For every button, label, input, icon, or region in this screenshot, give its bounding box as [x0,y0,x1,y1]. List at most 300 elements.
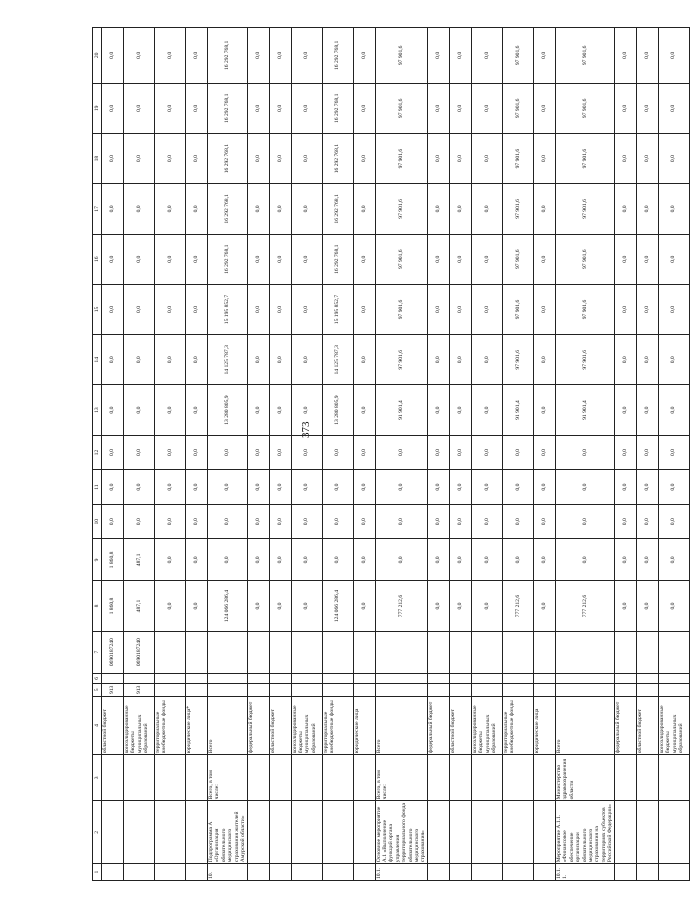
amount-cell: 0,0 [247,581,269,631]
section-code-cell [471,673,502,683]
amount-cell: 0,0 [186,133,208,183]
program-name-cell [636,801,658,864]
funding-source-cell: территориальные внебюджетные фонды [155,696,186,755]
amount-cell: 0,0 [636,504,658,539]
program-name-cell [322,801,353,864]
header-col-2: 2 [93,801,102,864]
amount-cell: 0,0 [322,539,353,581]
amount-cell: 777 212,6 [555,581,614,631]
budget-table [92,27,690,881]
header-col-3: 3 [93,755,102,801]
program-name-cell [247,801,269,864]
target-code-cell [658,631,689,673]
amount-cell: 0,0 [186,470,208,505]
row-number-cell [353,864,375,881]
amount-cell: 91 901,4 [502,385,533,435]
amount-cell: 0,0 [658,435,689,470]
amount-cell: 0,0 [155,133,186,183]
amount-cell: 0,0 [124,83,155,133]
amount-cell: 0,0 [155,435,186,470]
funding-source-cell: юридические лица [353,696,375,755]
funding-source-cell: консолидированные бюджеты муниципальных образований [658,696,689,755]
program-name-cell: Основное мероприятие А.1 «Выполнение функций органа управления территориального фонда обязательного медицинского страхования» [375,801,427,864]
executor-cell [533,755,555,801]
table-row [291,28,322,881]
amount-cell: 0,0 [124,470,155,505]
amount-cell: 0,0 [247,284,269,334]
amount-cell: 97 901,6 [555,28,614,84]
amount-cell: 0,0 [155,581,186,631]
amount-cell: 0,0 [375,504,427,539]
amount-cell: 0,0 [658,284,689,334]
amount-cell: 0,0 [247,234,269,284]
row-number-cell [427,864,449,881]
amount-cell: 0,0 [449,234,471,284]
amount-cell: 0,0 [449,133,471,183]
funding-source-cell: Всего [375,696,427,755]
target-code-cell: 0690187240 [102,631,124,673]
amount-cell: 0,0 [155,184,186,234]
section-code-cell [269,673,291,683]
grbs-code-cell [427,684,449,697]
amount-cell: 97 901,6 [375,284,427,334]
grbs-code-cell [269,684,291,697]
executor-cell [658,755,689,801]
section-code-cell [353,673,375,683]
amount-cell: 0,0 [449,28,471,84]
amount-cell: 0,0 [155,284,186,334]
amount-cell: 0,0 [269,581,291,631]
amount-cell: 0,0 [269,284,291,334]
amount-cell: 0,0 [636,435,658,470]
amount-cell: 0,0 [555,504,614,539]
amount-cell: 0,0 [449,284,471,334]
amount-cell: 0,0 [614,539,636,581]
amount-cell: 0,0 [186,184,208,234]
program-name-cell [449,801,471,864]
amount-cell: 0,0 [353,133,375,183]
grbs-code-cell: 913 [124,684,155,697]
section-code-cell [375,673,427,683]
amount-cell: 0,0 [636,470,658,505]
program-name-cell [427,801,449,864]
section-code-cell [155,673,186,683]
amount-cell: 0,0 [614,435,636,470]
amount-cell: 0,0 [353,184,375,234]
amount-cell: 97 901,6 [555,133,614,183]
section-code-cell [322,673,353,683]
amount-cell: 0,0 [614,385,636,435]
amount-cell: 0,0 [502,539,533,581]
amount-cell: 0,0 [124,385,155,435]
executor-cell: Министерство здравоохранения области [555,755,614,801]
amount-cell: 0,0 [502,504,533,539]
section-code-cell [427,673,449,683]
amount-cell: 0,0 [658,234,689,284]
amount-cell: 487,1 [124,539,155,581]
amount-cell: 0,0 [449,581,471,631]
target-code-cell [291,631,322,673]
funding-source-cell: федеральный бюджет [247,696,269,755]
program-name-cell [502,801,533,864]
amount-cell: 0,0 [614,184,636,234]
amount-cell: 0,0 [375,435,427,470]
amount-cell: 16 292 768,1 [208,133,248,183]
amount-cell: 0,0 [533,435,555,470]
executor-cell [186,755,208,801]
amount-cell: 0,0 [291,28,322,84]
amount-cell: 0,0 [124,28,155,84]
row-number-cell [471,864,502,881]
amount-cell: 0,0 [427,184,449,234]
amount-cell: 0,0 [427,28,449,84]
amount-cell: 97 901,6 [375,184,427,234]
funding-source-cell: территориальные внебюджетные фонды [502,696,533,755]
header-col-11: 11 [93,470,102,505]
amount-cell: 0,0 [533,83,555,133]
amount-cell: 0,0 [322,435,353,470]
amount-cell: 97 901,6 [375,28,427,84]
amount-cell: 0,0 [186,83,208,133]
target-code-cell [186,631,208,673]
amount-cell: 0,0 [247,133,269,183]
amount-cell: 0,0 [449,385,471,435]
executor-cell [322,755,353,801]
amount-cell: 0,0 [614,133,636,183]
amount-cell: 97 901,6 [502,234,533,284]
executor-cell [291,755,322,801]
amount-cell: 0,0 [658,581,689,631]
table-row [471,28,502,881]
amount-cell: 124 066 286,4 [322,581,353,631]
amount-cell: 0,0 [124,435,155,470]
amount-cell: 16 292 768,1 [208,83,248,133]
amount-cell: 0,0 [658,133,689,183]
amount-cell: 0,0 [427,470,449,505]
amount-cell: 97 901,6 [502,83,533,133]
target-code-cell [502,631,533,673]
funding-source-cell: консолидированные бюджеты муниципальных образований [291,696,322,755]
amount-cell: 0,0 [502,470,533,505]
amount-cell: 0,0 [155,539,186,581]
amount-cell: 0,0 [353,539,375,581]
target-code-cell [533,631,555,673]
amount-cell: 0,0 [427,284,449,334]
funding-source-cell: областной бюджет [449,696,471,755]
amount-cell: 0,0 [533,133,555,183]
amount-cell: 0,0 [269,184,291,234]
header-col-19: 19 [93,83,102,133]
grbs-code-cell [247,684,269,697]
amount-cell: 0,0 [186,335,208,385]
section-code-cell [186,673,208,683]
amount-cell: 0,0 [471,335,502,385]
amount-cell: 0,0 [658,539,689,581]
amount-cell: 1 860,8 [102,581,124,631]
amount-cell: 13 280 805,9 [208,385,248,435]
table-row [322,28,353,881]
amount-cell: 0,0 [269,470,291,505]
section-code-cell [636,673,658,683]
amount-cell: 0,0 [291,234,322,284]
header-col-20: 20 [93,28,102,84]
amount-cell: 0,0 [102,83,124,133]
amount-cell: 0,0 [449,335,471,385]
amount-cell: 16 292 768,1 [322,133,353,183]
section-code-cell [291,673,322,683]
executor-cell [502,755,533,801]
amount-cell: 15 195 852,7 [208,284,248,334]
target-code-cell: 0690187240 [124,631,155,673]
funding-source-cell: федеральный бюджет [614,696,636,755]
target-code-cell [614,631,636,673]
amount-cell: 0,0 [636,133,658,183]
program-name-cell: Мероприятие А.1.1. «Финансовое обеспечение организации обязательного медицинского страхования на территориях субъектов Российской Федерации» [555,801,614,864]
amount-cell: 0,0 [471,83,502,133]
executor-cell [614,755,636,801]
row-number-cell [186,864,208,881]
amount-cell: 0,0 [155,234,186,284]
header-col-1: 1 [93,864,102,881]
amount-cell: 0,0 [353,284,375,334]
amount-cell: 0,0 [291,184,322,234]
amount-cell: 0,0 [353,470,375,505]
amount-cell: 0,0 [102,504,124,539]
row-number-cell [155,864,186,881]
grbs-code-cell [471,684,502,697]
row-number-cell: 10.1. [375,864,427,881]
amount-cell: 0,0 [614,284,636,334]
grbs-code-cell [658,684,689,697]
amount-cell: 16 292 768,1 [322,184,353,234]
amount-cell: 97 901,6 [375,335,427,385]
target-code-cell [471,631,502,673]
amount-cell: 0,0 [269,335,291,385]
program-name-cell [186,801,208,864]
amount-cell: 0,0 [208,539,248,581]
amount-cell: 0,0 [614,581,636,631]
amount-cell: 0,0 [533,184,555,234]
amount-cell: 0,0 [155,28,186,84]
amount-cell: 0,0 [658,83,689,133]
header-col-16: 16 [93,234,102,284]
amount-cell: 0,0 [353,581,375,631]
amount-cell: 0,0 [102,28,124,84]
amount-cell: 97 901,6 [502,284,533,334]
amount-cell: 0,0 [533,28,555,84]
executor-cell [471,755,502,801]
amount-cell: 0,0 [102,435,124,470]
executor-cell: Всего, в том числе: [375,755,427,801]
executor-cell [449,755,471,801]
header-col-14: 14 [93,335,102,385]
executor-cell [353,755,375,801]
amount-cell: 0,0 [614,83,636,133]
table-row [555,28,614,881]
amount-cell: 0,0 [427,435,449,470]
header-col-10: 10 [93,504,102,539]
executor-cell [247,755,269,801]
amount-cell: 0,0 [353,83,375,133]
amount-cell: 0,0 [614,504,636,539]
table-row [247,28,269,881]
amount-cell: 0,0 [186,234,208,284]
target-code-cell [353,631,375,673]
table-row [502,28,533,881]
amount-cell: 0,0 [269,504,291,539]
table-row [124,28,155,881]
column-number-header [93,28,102,881]
amount-cell: 0,0 [471,234,502,284]
amount-cell: 16 292 768,1 [208,28,248,84]
amount-cell: 0,0 [102,335,124,385]
amount-cell: 16 292 768,1 [322,234,353,284]
amount-cell: 0,0 [124,284,155,334]
grbs-code-cell [636,684,658,697]
amount-cell: 487,1 [124,581,155,631]
amount-cell: 0,0 [124,184,155,234]
amount-cell: 0,0 [614,470,636,505]
header-col-12: 12 [93,435,102,470]
amount-cell: 0,0 [291,539,322,581]
grbs-code-cell [291,684,322,697]
amount-cell: 0,0 [155,335,186,385]
amount-cell: 16 292 768,1 [208,234,248,284]
amount-cell: 0,0 [155,385,186,435]
header-col-17: 17 [93,184,102,234]
amount-cell: 0,0 [291,435,322,470]
amount-cell: 0,0 [427,385,449,435]
amount-cell: 97 901,6 [502,133,533,183]
header-col-18: 18 [93,133,102,183]
row-number-cell [614,864,636,881]
amount-cell: 0,0 [124,234,155,284]
amount-cell: 0,0 [247,470,269,505]
amount-cell: 14 125 787,3 [322,335,353,385]
section-code-cell [124,673,155,683]
row-number-cell [658,864,689,881]
amount-cell: 0,0 [247,504,269,539]
program-name-cell [353,801,375,864]
amount-cell: 0,0 [186,539,208,581]
amount-cell: 97 901,6 [375,83,427,133]
amount-cell: 0,0 [658,470,689,505]
grbs-code-cell [322,684,353,697]
amount-cell: 0,0 [502,435,533,470]
table-row [533,28,555,881]
grbs-code-cell [186,684,208,697]
amount-cell: 1 860,8 [102,539,124,581]
amount-cell: 97 901,6 [502,28,533,84]
amount-cell: 97 901,6 [555,184,614,234]
amount-cell: 0,0 [636,385,658,435]
amount-cell: 0,0 [186,28,208,84]
amount-cell: 0,0 [322,470,353,505]
executor-cell [102,755,124,801]
amount-cell: 777 212,6 [375,581,427,631]
target-code-cell [427,631,449,673]
amount-cell: 15 195 852,7 [322,284,353,334]
amount-cell: 0,0 [636,581,658,631]
header-col-6: 6 [93,673,102,683]
row-number-cell [449,864,471,881]
executor-cell [124,755,155,801]
amount-cell: 0,0 [353,234,375,284]
grbs-code-cell [208,684,248,697]
amount-cell: 0,0 [449,470,471,505]
amount-cell: 0,0 [124,504,155,539]
program-name-cell: Подпрограмма А «Организация обязательного медицинского страхования жителей Амурской области» [208,801,248,864]
amount-cell: 0,0 [471,504,502,539]
amount-cell: 0,0 [269,385,291,435]
header-col-7: 7 [93,631,102,673]
amount-cell: 0,0 [471,470,502,505]
table-row [375,28,427,881]
amount-cell: 0,0 [269,83,291,133]
amount-cell: 0,0 [636,335,658,385]
section-code-cell [102,673,124,683]
program-name-cell [658,801,689,864]
amount-cell: 0,0 [533,539,555,581]
amount-cell: 0,0 [247,28,269,84]
amount-cell: 0,0 [449,539,471,581]
amount-cell: 97 901,6 [375,234,427,284]
row-number-cell [247,864,269,881]
amount-cell: 0,0 [375,539,427,581]
target-code-cell [636,631,658,673]
target-code-cell [155,631,186,673]
grbs-code-cell [502,684,533,697]
amount-cell: 97 901,6 [375,133,427,183]
target-code-cell [247,631,269,673]
funding-source-cell: территориальные внебюджетные фонды [322,696,353,755]
amount-cell: 0,0 [427,335,449,385]
table-row [208,28,248,881]
amount-cell: 0,0 [471,435,502,470]
funding-source-cell: юридические лица* [186,696,208,755]
amount-cell: 0,0 [555,539,614,581]
amount-cell: 0,0 [449,504,471,539]
target-code-cell [375,631,427,673]
target-code-cell [322,631,353,673]
grbs-code-cell [155,684,186,697]
executor-cell: Всего, в том числе: [208,755,248,801]
amount-cell: 97 901,6 [555,234,614,284]
target-code-cell [208,631,248,673]
executor-cell [269,755,291,801]
table-row [614,28,636,881]
amount-cell: 16 292 768,1 [322,83,353,133]
grbs-code-cell [353,684,375,697]
amount-cell: 0,0 [471,539,502,581]
amount-cell: 0,0 [658,385,689,435]
table-row [427,28,449,881]
amount-cell: 0,0 [291,504,322,539]
amount-cell: 0,0 [636,234,658,284]
amount-cell: 0,0 [471,385,502,435]
program-name-cell [269,801,291,864]
amount-cell: 0,0 [291,284,322,334]
amount-cell: 0,0 [658,335,689,385]
table-row [102,28,124,881]
amount-cell: 0,0 [322,504,353,539]
amount-cell: 0,0 [269,539,291,581]
amount-cell: 0,0 [658,28,689,84]
amount-cell: 91 901,4 [375,385,427,435]
funding-source-cell: Всего [208,696,248,755]
amount-cell: 0,0 [658,184,689,234]
amount-cell: 97 901,6 [502,184,533,234]
